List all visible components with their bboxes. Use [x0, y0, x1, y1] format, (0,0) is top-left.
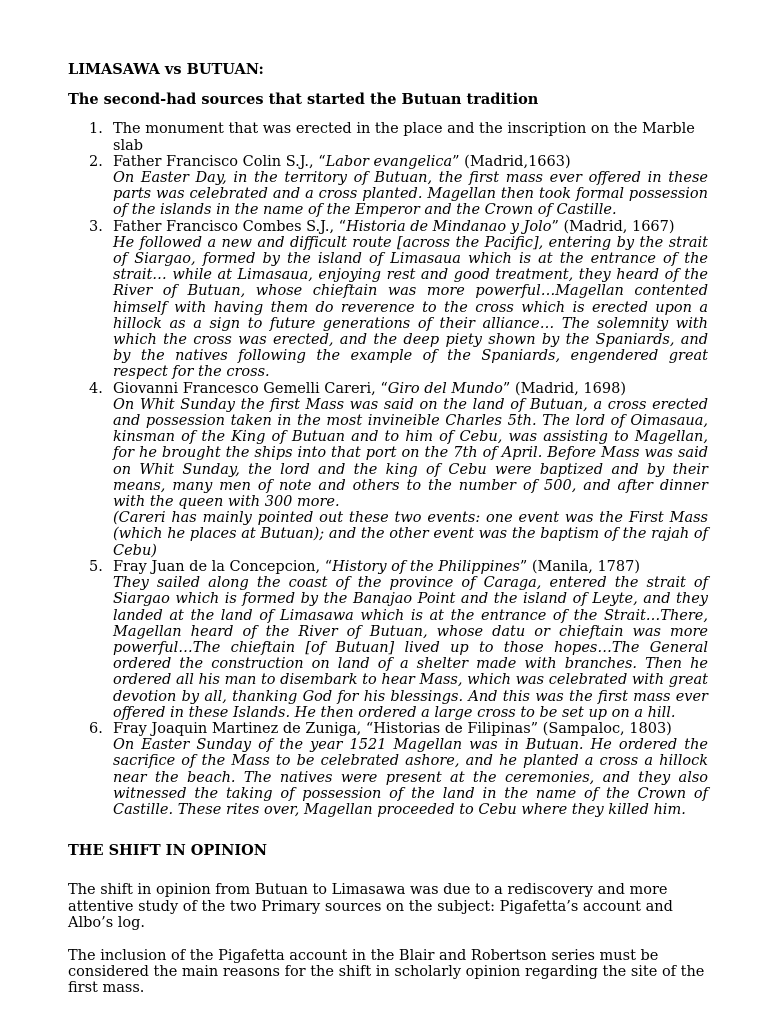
source-item — [68, 154, 708, 170]
source-number: 6. — [89, 720, 103, 737]
body-paragraph: The inclusion of the Pigafetta account in the Blair and Robertson series must be considered the main reasons for the shift in scholarly opinion regarding the site of the first mass. — [68, 947, 705, 997]
document-title: LIMASAWA vs BUTUAN: — [68, 61, 264, 78]
source-item — [68, 381, 708, 397]
source-item — [68, 219, 708, 235]
source-quote: He followed a new and difficult route [across the Pacific], entering by the strait of Siargao, formed by the island of Limasaua which is at the entrance of the strait… while at Limasaua, enjoying rest and good treatment, they heard of the River of Butuan, whose chieftain was more powerful…Magellan contented himself with having them do reverence to the cross which is erected upon a hillock as a sign to future generations of their alliance… The solemnity with which the cross was erected, and the deep piety shown by the Spaniards, and by the natives following the example of the Spaniards, engendered great respect for the cross. — [113, 234, 708, 381]
citation-author: Father Francisco Colin S.J., “ — [113, 153, 326, 170]
citation-author: Fray Joaquin Martinez de Zuniga, “Historias de Filipinas” (Sampaloc, 1803) — [113, 720, 672, 737]
source-citation — [113, 219, 708, 235]
source-citation — [113, 381, 708, 397]
citation-publication: ” (Madrid, 1698) — [502, 380, 626, 397]
citation-author: Father Francisco Combes S.J., “ — [113, 218, 347, 235]
section-title: THE SHIFT IN OPINION — [68, 842, 267, 860]
source-number: 5. — [89, 558, 103, 575]
source-citation — [113, 121, 708, 153]
source-item — [68, 559, 708, 575]
document-page — [68, 62, 708, 1014]
source-number: 3. — [89, 218, 103, 235]
citation-publication: ” (Manila, 1787) — [519, 558, 641, 575]
source-citation — [113, 154, 708, 170]
source-citation — [113, 721, 708, 737]
body-paragraph: The shift in opinion from Butuan to Limasawa was due to a rediscovery and more attentive study of the two Primary sources on the subject: Pigafetta’s account and Albo’s log. — [68, 882, 673, 931]
source-quote: They sailed along the coast of the province of Caraga, entered the strait of Siargao which is formed by the Banajao Point and the island of Leyte, and they landed at the land of Limasawa which is at the entrance of the Strait…There, Magellan heard of the River of Butuan, whose datu or chieftain was more powerful…The chieftain [of Butuan] lived up to those hopes…The General ordered the construction on land of a shelter made with branches. Then he ordered all his man to disembark to hear Mass, which was celebrated with great devotion by all, thanking God for his blessings. And this was the first mass ever offered in these Islands. He then ordered a large cross to be set up on a hill. — [113, 575, 708, 721]
citation-work-title: Historia de Mindanao y Jolo — [346, 218, 552, 235]
citation-author: Giovanni Francesco Gemelli Careri, “ — [113, 380, 388, 397]
source-number: 4. — [89, 380, 103, 397]
source-item — [68, 721, 708, 737]
citation-author: The monument that was erected in the place and the inscription on the Marble slab — [113, 121, 695, 154]
citation-work-title: Labor evangelica — [325, 153, 453, 170]
source-quote: On Easter Sunday of the year 1521 Magellan was in Butuan. He ordered the sacrifice of the Mass to be celebrated ashore, and he planted a cross a hillock near the beach. The natives were present at the ceremonies, and they also witnessed the taking of possession of the land in the name of the Crown of Castille. These rites over, Magellan proceeded to Cebu where they killed him. — [113, 737, 708, 818]
citation-work-title: History of the Philippines — [332, 558, 520, 575]
source-number: 2. — [89, 153, 103, 170]
section-body — [68, 882, 708, 996]
sources-list — [68, 121, 708, 818]
source-quote: On Whit Sunday the first Mass was said on the land of Butuan, a cross erected and possession taken in the most invineible Charles 5th. The lord of Oimasaua, kinsman of the King of Butuan and to him of Cebu, was assisting to Magellan, for he brought the ships into that port on the 7th of April. Before Mass was said on Whit Sunday, the lord and the king of Cebu were baptized and by their means, many men of note and others to the number of 500, and after dinner with the queen with 300 more. — [113, 396, 708, 511]
source-quote: On Easter Day, in the territory of Butuan, the first mass ever offered in these parts was celebrated and a cross planted. Magellan then took formal possession of the islands in the name of the Emperor and the Crown of Castille. — [113, 170, 708, 219]
citation-publication: ” (Madrid,1663) — [452, 153, 571, 170]
source-quote: (Careri has mainly pointed out these two events: one event was the First Mass (which he places at Butuan); and the other event was the baptism of the rajah of Cebu) — [113, 510, 708, 559]
source-item — [68, 121, 708, 153]
document-subtitle: The second-had sources that started the Butuan tradition — [68, 91, 539, 109]
citation-publication: ” (Madrid, 1667) — [551, 218, 675, 235]
source-number: 1. — [89, 121, 103, 138]
source-citation — [113, 559, 708, 575]
citation-author: Fray Juan de la Concepcion, “ — [113, 558, 333, 575]
citation-work-title: Giro del Mundo — [387, 380, 503, 397]
